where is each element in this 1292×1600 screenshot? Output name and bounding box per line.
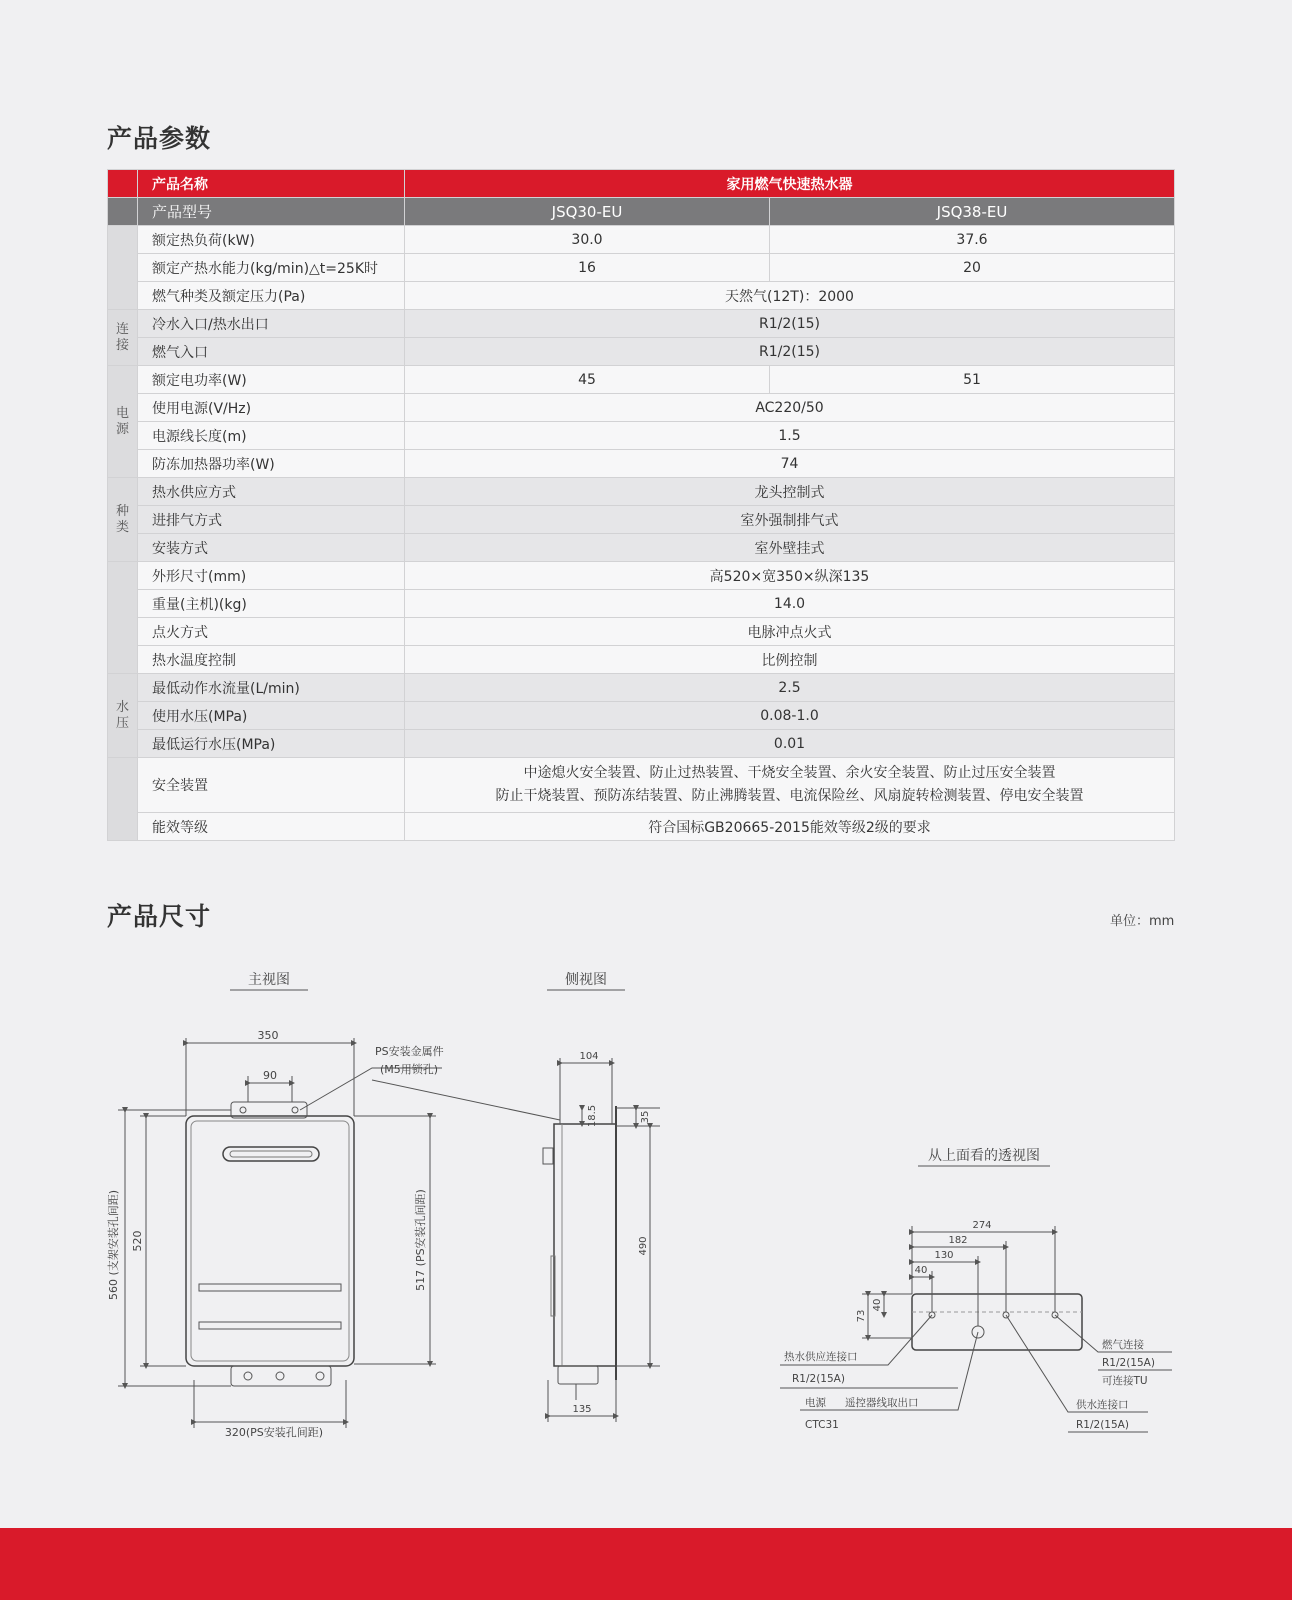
row-label: 使用水压(MPa) — [138, 702, 405, 730]
row-label: 重量(主机)(kg) — [138, 590, 405, 618]
params-title: 产品参数 — [107, 124, 212, 153]
row-label: 热水温度控制 — [138, 646, 405, 674]
row-value: 符合国标GB20665-2015能效等级2级的要求 — [405, 813, 1175, 841]
hot-water-outlet-size: R1/2(15A) — [792, 1373, 845, 1385]
table-row — [108, 422, 1175, 450]
row-value: R1/2(15) — [405, 310, 1175, 338]
table-row — [108, 702, 1175, 730]
footer-bar — [0, 1528, 1292, 1600]
ctc-label: CTC31 — [805, 1419, 839, 1431]
safety-line-2: 防止干烧装置、预防冻结装置、防止沸腾装置、电流保险丝、风扇旋转检测装置、停电安全装置 — [495, 788, 1084, 804]
dims-title: 产品尺寸 — [107, 902, 212, 931]
row-label: 额定产热水能力(kg/min)△t=25K时 — [138, 254, 405, 282]
row-label: 点火方式 — [138, 618, 405, 646]
water-inlet-size: R1/2(15A) — [1076, 1419, 1129, 1431]
row-value: 室外壁挂式 — [405, 534, 1175, 562]
header-name-label: 产品名称 — [138, 170, 405, 198]
table-row — [108, 813, 1175, 841]
remote-cable-label: 遥控器线取出口 — [845, 1397, 919, 1409]
dim-517: 517 (PS安装孔间距) — [414, 1189, 427, 1291]
table-row — [108, 310, 1175, 338]
table-row — [108, 674, 1175, 702]
table-row — [108, 478, 1175, 506]
model-a: JSQ30-EU — [405, 198, 770, 226]
dim-560: 560 (支架安装孔间距) — [107, 1189, 120, 1301]
table-row — [108, 450, 1175, 478]
row-value: 高520×宽350×纵深135 — [405, 562, 1175, 590]
row-label: 热水供应方式 — [138, 478, 405, 506]
header-model-label: 产品型号 — [138, 198, 405, 226]
dim-130: 130 — [934, 1250, 954, 1261]
row-value: 天然气(12T)：2000 — [405, 282, 1175, 310]
dim-104: 104 — [579, 1051, 599, 1062]
group-type: 种 类 — [108, 478, 138, 562]
front-view-title: 主视图 — [248, 972, 290, 988]
top-view-title: 从上面看的透视图 — [928, 1148, 1040, 1164]
row-value: 14.0 — [405, 590, 1175, 618]
row-value: 比例控制 — [405, 646, 1175, 674]
safety-line-1: 中途熄火安全装置、防止过热装置、干烧安全装置、余火安全装置、防止过压安全装置 — [523, 765, 1056, 781]
table-row — [108, 562, 1175, 590]
power-label: 电源 — [805, 1397, 826, 1409]
row-label: 最低运行水压(MPa) — [138, 730, 405, 758]
gas-connection-size: R1/2(15A) — [1102, 1357, 1155, 1369]
table-row — [108, 506, 1175, 534]
row-value: AC220/50 — [405, 394, 1175, 422]
gas-connection-label: 燃气连接 — [1102, 1339, 1144, 1351]
dim-350: 350 — [257, 1029, 279, 1042]
unit-label: 单位：mm — [1110, 914, 1175, 929]
row-label: 最低动作水流量(L/min) — [138, 674, 405, 702]
row-label: 燃气入口 — [138, 338, 405, 366]
row-value: 电脉冲点火式 — [405, 618, 1175, 646]
table-row — [108, 590, 1175, 618]
table-row — [108, 758, 1175, 813]
row-value: 74 — [405, 450, 1175, 478]
row-value: 2.5 — [405, 674, 1175, 702]
dim-135: 135 — [572, 1404, 592, 1415]
row-label: 进排气方式 — [138, 506, 405, 534]
dim-40: 40 — [914, 1265, 928, 1276]
group-water-pressure: 水 压 — [108, 674, 138, 758]
row-label: 冷水入口/热水出口 — [138, 310, 405, 338]
header-row-name — [108, 170, 1175, 198]
side-view-title: 侧视图 — [565, 972, 607, 988]
row-value-b: 51 — [770, 366, 1175, 394]
row-value-b: 20 — [770, 254, 1175, 282]
ps-bracket-label: PS安装金属件 — [375, 1045, 444, 1058]
table-row — [108, 338, 1175, 366]
dim-35: 35 — [640, 1110, 651, 1124]
row-value: 龙头控制式 — [405, 478, 1175, 506]
gas-tu-label: 可连接TU — [1102, 1375, 1148, 1387]
group-power: 电 源 — [108, 366, 138, 478]
row-label: 电源线长度(m) — [138, 422, 405, 450]
row-value-a: 30.0 — [405, 226, 770, 254]
dim-90: 90 — [263, 1069, 277, 1082]
row-label: 安装方式 — [138, 534, 405, 562]
spec-table — [107, 169, 1175, 841]
row-value — [405, 758, 1175, 813]
row-label: 防冻加热器功率(W) — [138, 450, 405, 478]
dim-274: 274 — [972, 1220, 992, 1231]
dim-320: 320(PS安装孔间距) — [224, 1426, 324, 1439]
dim-520: 520 — [131, 1230, 144, 1252]
row-value: 1.5 — [405, 422, 1175, 450]
table-row — [108, 366, 1175, 394]
row-label: 能效等级 — [138, 813, 405, 841]
model-b: JSQ38-EU — [770, 198, 1175, 226]
table-row — [108, 646, 1175, 674]
row-value: 0.01 — [405, 730, 1175, 758]
dim-73: 73 — [856, 1309, 867, 1323]
row-value-a: 45 — [405, 366, 770, 394]
dim-490: 490 — [638, 1236, 649, 1256]
row-value: 0.08-1.0 — [405, 702, 1175, 730]
row-label: 额定电功率(W) — [138, 366, 405, 394]
row-label: 使用电源(V/Hz) — [138, 394, 405, 422]
table-row — [108, 730, 1175, 758]
header-row-model — [108, 198, 1175, 226]
ps-lock-hole-label: (M5用锁孔) — [380, 1063, 439, 1076]
dim-18-5: 18.5 — [587, 1104, 598, 1128]
row-value-a: 16 — [405, 254, 770, 282]
header-name-value: 家用燃气快速热水器 — [405, 170, 1175, 198]
row-label: 安全装置 — [138, 758, 405, 813]
table-row — [108, 226, 1175, 254]
row-label: 燃气种类及额定压力(Pa) — [138, 282, 405, 310]
front-view — [118, 1038, 560, 1428]
dim-40-vertical: 40 — [872, 1298, 883, 1312]
row-value-b: 37.6 — [770, 226, 1175, 254]
row-label: 外形尺寸(mm) — [138, 562, 405, 590]
group-connection: 连 接 — [108, 310, 138, 366]
water-inlet-label: 供水连接口 — [1076, 1399, 1129, 1411]
table-row — [108, 534, 1175, 562]
table-row — [108, 394, 1175, 422]
row-value: 室外强制排气式 — [405, 506, 1175, 534]
dimension-drawings — [0, 940, 1292, 1440]
table-row — [108, 254, 1175, 282]
hot-water-outlet-label: 热水供应连接口 — [784, 1351, 858, 1363]
row-value: R1/2(15) — [405, 338, 1175, 366]
table-row — [108, 282, 1175, 310]
table-row — [108, 618, 1175, 646]
row-label: 额定热负荷(kW) — [138, 226, 405, 254]
dim-182: 182 — [948, 1235, 968, 1246]
